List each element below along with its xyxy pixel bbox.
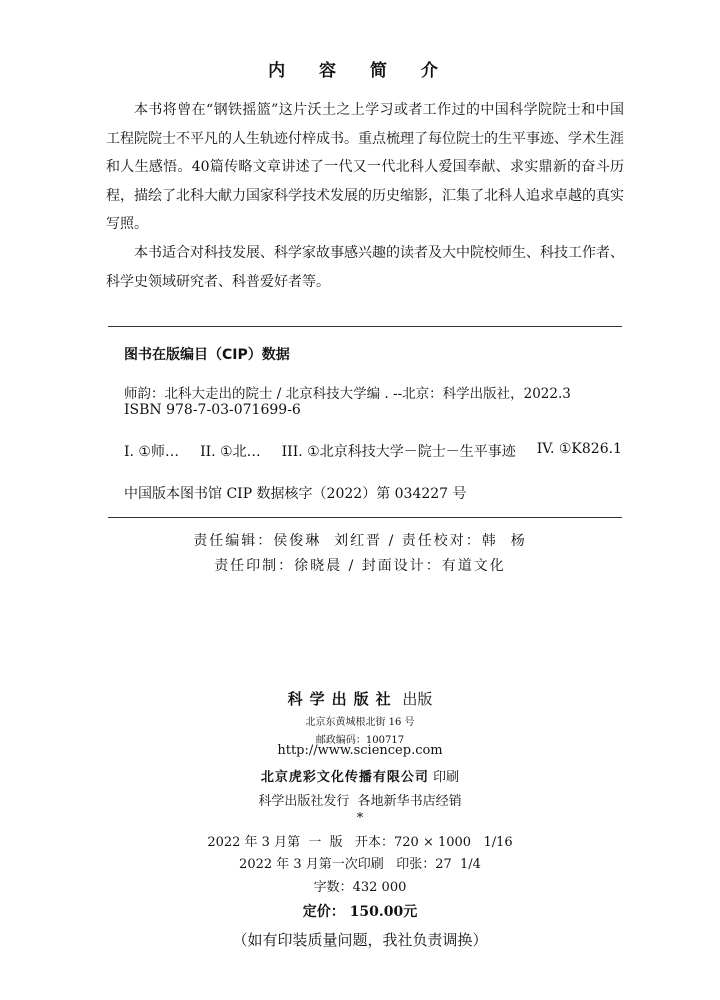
cip-heading: 图书在版编目（CIP）数据 bbox=[124, 347, 290, 363]
editorial-staff-line-2: 责任印制：徐晓晨 / 封面设计：有道文化 bbox=[214, 558, 506, 574]
content-summary bbox=[106, 96, 624, 296]
editorial-staff-line-1: 责任编辑：侯俊琳 刘红晋 / 责任校对：韩 杨 bbox=[193, 533, 527, 549]
separator-asterisk: * bbox=[356, 811, 364, 826]
cip-top-divider bbox=[108, 326, 622, 327]
cip-number: 中国版本图书馆 CIP 数据核字（2022）第 034227 号 bbox=[124, 486, 467, 502]
cip-record: 师韵：北科大走出的院士 / 北京科技大学编 . --北京：科学出版社，2022.3 bbox=[124, 386, 571, 402]
publisher-logo-text: 科学出版社 bbox=[287, 690, 398, 708]
printer bbox=[0, 766, 720, 785]
publisher-name-suffix: 出版 bbox=[402, 690, 433, 708]
cip-isbn: ISBN 978-7-03-071699-6 bbox=[124, 402, 301, 418]
printer-name: 北京虎彩文化传播有限公司 bbox=[260, 770, 429, 785]
printing-info: 2022 年 3 月第一次印刷 印张：27 1/4 bbox=[239, 857, 481, 872]
page-title: 内 容 简 介 bbox=[268, 61, 452, 81]
classification-item: II. ①北… bbox=[200, 444, 261, 460]
classification-item: IV. ①K826.1 bbox=[536, 441, 622, 457]
publisher-name bbox=[0, 688, 720, 709]
summary-paragraph-1: 本书将曾在“钢铁摇篮”这片沃土之上学习或者工作过的中国科学院院士和中国工程院院士不平凡的人生轨迹付梓成书。重点梳理了每位院士的生平事迹、学术生涯和人生感悟。40篇传略文章讲述了一代又一代北科人爱国奉献、求实鼎新的奋斗历程，描绘了北科大献力国家科学技术发展的历史缩影，汇集了北科人追求卓越的真实写照。 bbox=[106, 102, 624, 233]
word-count: 字数：432 000 bbox=[313, 880, 407, 895]
summary-paragraph-2: 本书适合对科技发展、科学家故事感兴趣的读者及大中院校师生、科技工作者、科学史领域研究者、科普爱好者等。 bbox=[106, 244, 624, 290]
printer-suffix: 印刷 bbox=[433, 770, 460, 785]
edition-info: 2022 年 3 月第 一 版 开本：720 × 1000 1/16 bbox=[207, 835, 513, 850]
price: 定价： 150.00元 bbox=[302, 904, 418, 920]
cip-bottom-divider bbox=[108, 517, 622, 518]
publisher-website: http://www.sciencep.com bbox=[277, 743, 443, 758]
cip-classification bbox=[124, 441, 622, 461]
publisher-address: 北京东黄城根北街 16 号 bbox=[305, 717, 415, 728]
publisher-postcode: 邮政编码：100717 bbox=[315, 735, 405, 746]
classification-item: I. ①师… bbox=[124, 444, 179, 460]
distribution-info: 科学出版社发行 各地新华书店经销 bbox=[258, 794, 462, 809]
quality-notice: （如有印装质量问题，我社负责调换） bbox=[232, 931, 488, 949]
classification-item: III. ①北京科技大学－院士－生平事迹 bbox=[281, 444, 516, 460]
